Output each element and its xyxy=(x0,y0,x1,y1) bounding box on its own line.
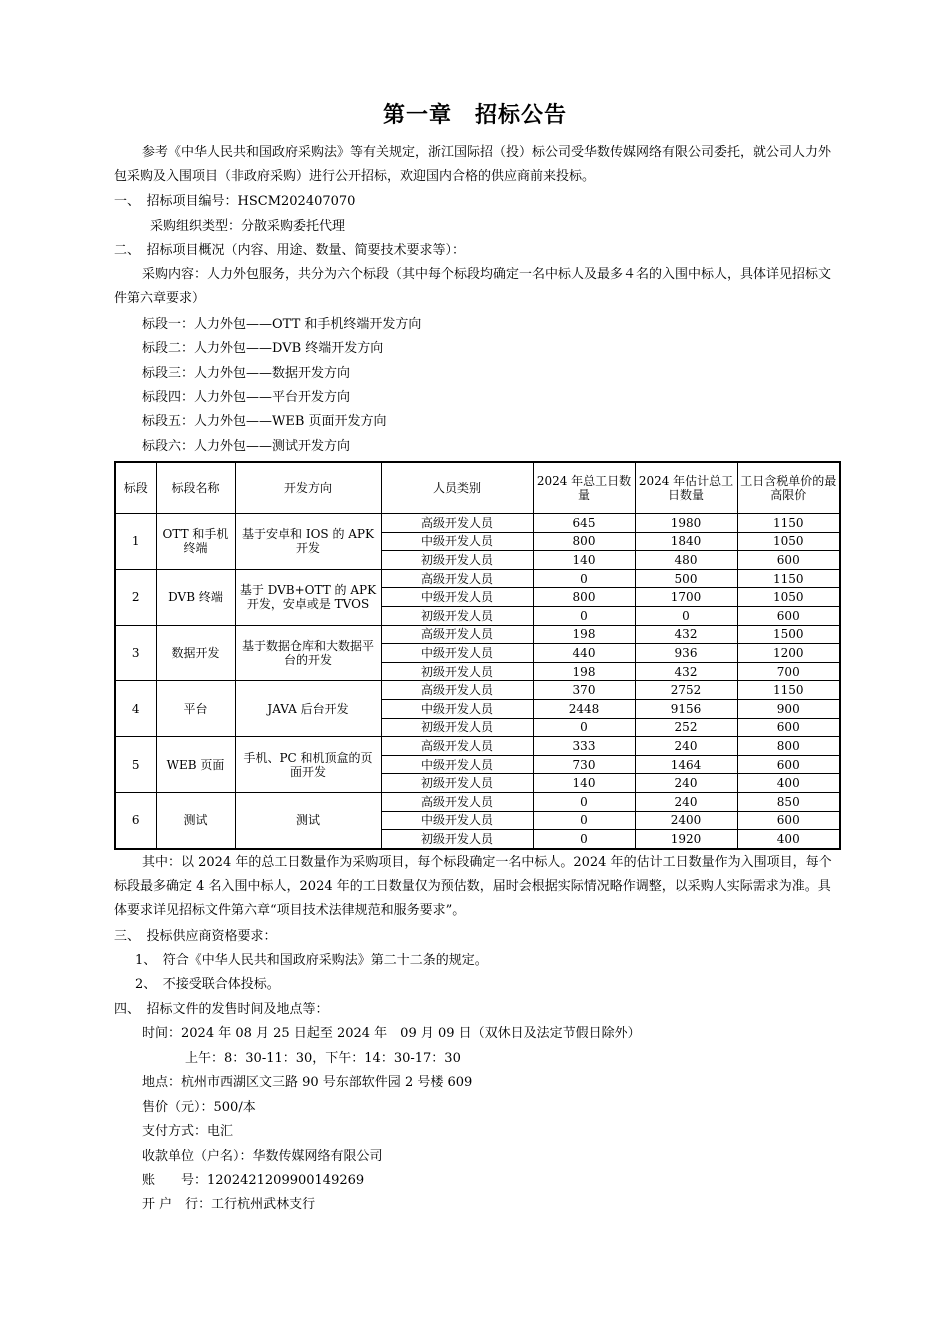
role-cell: 中级开发人员 xyxy=(381,755,533,774)
total-days-cell: 440 xyxy=(533,644,635,663)
total-days-cell: 370 xyxy=(533,681,635,700)
estimated-days-cell: 432 xyxy=(635,625,737,644)
total-days-cell: 0 xyxy=(533,792,635,811)
role-cell: 初级开发人员 xyxy=(381,606,533,625)
role-cell: 初级开发人员 xyxy=(381,718,533,737)
header-cell: 标段 xyxy=(115,462,156,514)
lot-line: 标段四：人力外包——平台开发方向 xyxy=(142,390,351,405)
sale-place: 地点：杭州市西湖区文三路 90 号东部软件园 2 号楼 609 xyxy=(142,1075,473,1090)
org-type: 采购组织类型：分散采购委托代理 xyxy=(150,219,346,234)
role-cell: 中级开发人员 xyxy=(381,699,533,718)
role-cell: 中级开发人员 xyxy=(381,588,533,607)
lot-number-cell: 6 xyxy=(115,792,156,848)
header-cell: 2024 年估计总工日数量 xyxy=(635,462,737,514)
bank-name: 开 户 行：工行杭州武林支行 xyxy=(142,1197,316,1212)
max-price-cell: 1150 xyxy=(737,514,840,533)
total-days-cell: 0 xyxy=(533,830,635,849)
total-days-cell: 0 xyxy=(533,569,635,588)
lot-line: 标段三：人力外包——数据开发方向 xyxy=(142,366,351,381)
max-price-cell: 1150 xyxy=(737,681,840,700)
role-cell: 初级开发人员 xyxy=(381,774,533,793)
max-price-cell: 800 xyxy=(737,737,840,756)
header-cell: 人员类别 xyxy=(381,462,533,514)
total-days-cell: 140 xyxy=(533,774,635,793)
role-cell: 初级开发人员 xyxy=(381,662,533,681)
lot-line: 标段六：人力外包——测试开发方向 xyxy=(142,439,351,454)
total-days-cell: 2448 xyxy=(533,699,635,718)
direction-cell: 手机、PC 和机顶盒的页面开发 xyxy=(235,737,381,793)
estimated-days-cell: 240 xyxy=(635,737,737,756)
lots-table xyxy=(114,461,841,850)
total-days-cell: 645 xyxy=(533,514,635,533)
estimated-days-cell: 240 xyxy=(635,774,737,793)
estimated-days-cell: 240 xyxy=(635,792,737,811)
total-days-cell: 800 xyxy=(533,588,635,607)
account-number: 账 号：1202421209900149269 xyxy=(142,1173,365,1188)
intro-paragraph: 参考《中华人民共和国政府采购法》等有关规定，浙江国际招（投）标公司受华数传媒网络有限公司委托，就公司人力外包采购及入围项目（非政府采购）进行公开招标，欢迎国内合格的供应商前来投标。 xyxy=(114,145,832,184)
lot-line: 标段二：人力外包——DVB 终端开发方向 xyxy=(142,341,384,356)
note-paragraph: 其中：以 2024 年的总工日数量作为采购项目，每个标段确定一名中标人。2024 年的估计工日数量作为入围项目，每个标段最多确定 4 名入围中标人，2024 年的工日数量仅为预估数，届时会根据实际情况略作调整，以采购人实际需求为准。具体要求详见招标文件第六章“项目技术法律规范和服务要求”。 xyxy=(114,855,832,918)
max-price-cell: 600 xyxy=(737,718,840,737)
max-price-cell: 400 xyxy=(737,830,840,849)
lot-line: 标段五：人力外包——WEB 页面开发方向 xyxy=(142,414,387,429)
direction-cell: JAVA 后台开发 xyxy=(235,681,381,737)
max-price-cell: 1200 xyxy=(737,644,840,663)
role-cell: 中级开发人员 xyxy=(381,644,533,663)
max-price-cell: 1500 xyxy=(737,625,840,644)
role-cell: 高级开发人员 xyxy=(381,792,533,811)
page-title: 第一章 招标公告 xyxy=(382,103,567,128)
payee-name: 收款单位（户名）：华数传媒网络有限公司 xyxy=(142,1149,383,1164)
lot-line: 标段一：人力外包——OTT 和手机终端开发方向 xyxy=(142,317,422,332)
estimated-days-cell: 500 xyxy=(635,569,737,588)
estimated-days-cell: 936 xyxy=(635,644,737,663)
role-cell: 高级开发人员 xyxy=(381,681,533,700)
lot-number-cell: 5 xyxy=(115,737,156,793)
table-row xyxy=(115,737,840,756)
lot-number-cell: 2 xyxy=(115,569,156,625)
max-price-cell: 850 xyxy=(737,792,840,811)
estimated-days-cell: 1920 xyxy=(635,830,737,849)
estimated-days-cell: 1980 xyxy=(635,514,737,533)
header-cell: 2024 年总工日数量 xyxy=(533,462,635,514)
role-cell: 高级开发人员 xyxy=(381,569,533,588)
lot-name-cell: WEB 页面 xyxy=(156,737,235,793)
estimated-days-cell: 1464 xyxy=(635,755,737,774)
section-2-heading: 二、 招标项目概况（内容、用途、数量、简要技术要求等）： xyxy=(114,243,466,258)
role-cell: 中级开发人员 xyxy=(381,811,533,830)
lot-name-cell: 数据开发 xyxy=(156,625,235,681)
role-cell: 中级开发人员 xyxy=(381,532,533,551)
sale-time: 时间：2024 年 08 月 25 日起至 2024 年 09 月 09 日（双休日及法定节假日除外） xyxy=(142,1026,641,1041)
max-price-cell: 600 xyxy=(737,811,840,830)
role-cell: 高级开发人员 xyxy=(381,514,533,533)
total-days-cell: 198 xyxy=(533,662,635,681)
direction-cell: 基于 DVB+OTT 的 APK 开发，安卓或是 TVOS xyxy=(235,569,381,625)
role-cell: 高级开发人员 xyxy=(381,737,533,756)
estimated-days-cell: 9156 xyxy=(635,699,737,718)
total-days-cell: 800 xyxy=(533,532,635,551)
role-cell: 高级开发人员 xyxy=(381,625,533,644)
total-days-cell: 140 xyxy=(533,551,635,570)
table-header-row xyxy=(115,462,840,514)
section-4-heading: 四、 招标文件的发售时间及地点等： xyxy=(114,1002,329,1017)
sale-hours: 上午：8：30-11：30，下午：14：30-17：30 xyxy=(185,1051,461,1066)
lot-name-cell: 测试 xyxy=(156,792,235,848)
max-price-cell: 700 xyxy=(737,662,840,681)
lot-name-cell: OTT 和手机终端 xyxy=(156,514,235,570)
qualification-item: 2、 不接受联合体投标。 xyxy=(135,977,280,992)
total-days-cell: 0 xyxy=(533,718,635,737)
direction-cell: 测试 xyxy=(235,792,381,848)
direction-cell: 基于数据仓库和大数据平台的开发 xyxy=(235,625,381,681)
max-price-cell: 1050 xyxy=(737,532,840,551)
table-row xyxy=(115,792,840,811)
table-row xyxy=(115,625,840,644)
role-cell: 初级开发人员 xyxy=(381,551,533,570)
table-row xyxy=(115,569,840,588)
estimated-days-cell: 432 xyxy=(635,662,737,681)
lot-name-cell: DVB 终端 xyxy=(156,569,235,625)
lot-name-cell: 平台 xyxy=(156,681,235,737)
total-days-cell: 0 xyxy=(533,811,635,830)
max-price-cell: 1150 xyxy=(737,569,840,588)
estimated-days-cell: 252 xyxy=(635,718,737,737)
max-price-cell: 600 xyxy=(737,606,840,625)
estimated-days-cell: 2400 xyxy=(635,811,737,830)
lot-number-cell: 3 xyxy=(115,625,156,681)
sale-price: 售价（元）：500/本 xyxy=(142,1100,256,1115)
estimated-days-cell: 480 xyxy=(635,551,737,570)
max-price-cell: 600 xyxy=(737,755,840,774)
estimated-days-cell: 1840 xyxy=(635,532,737,551)
section-1-heading: 一、 招标项目编号：HSCM202407070 xyxy=(114,194,356,209)
table-row xyxy=(115,514,840,533)
max-price-cell: 900 xyxy=(737,699,840,718)
max-price-cell: 400 xyxy=(737,774,840,793)
total-days-cell: 730 xyxy=(533,755,635,774)
direction-cell: 基于安卓和 IOS 的 APK 开发 xyxy=(235,514,381,570)
max-price-cell: 1050 xyxy=(737,588,840,607)
header-cell: 工日含税单价的最高限价 xyxy=(737,462,840,514)
table-row xyxy=(115,681,840,700)
lot-number-cell: 1 xyxy=(115,514,156,570)
lot-number-cell: 4 xyxy=(115,681,156,737)
section-3-heading: 三、 投标供应商资格要求： xyxy=(114,929,277,944)
header-cell: 标段名称 xyxy=(156,462,235,514)
max-price-cell: 600 xyxy=(737,551,840,570)
role-cell: 初级开发人员 xyxy=(381,830,533,849)
procurement-content: 采购内容：人力外包服务，共分为六个标段（其中每个标段均确定一名中标人及最多４名的入围中标人，具体详见招标文件第六章要求） xyxy=(114,267,832,306)
total-days-cell: 198 xyxy=(533,625,635,644)
total-days-cell: 0 xyxy=(533,606,635,625)
estimated-days-cell: 0 xyxy=(635,606,737,625)
qualification-item: 1、 符合《中华人民共和国政府采购法》第二十二条的规定。 xyxy=(135,953,488,968)
header-cell: 开发方向 xyxy=(235,462,381,514)
payment-method: 支付方式：电汇 xyxy=(142,1124,234,1139)
estimated-days-cell: 1700 xyxy=(635,588,737,607)
estimated-days-cell: 2752 xyxy=(635,681,737,700)
total-days-cell: 333 xyxy=(533,737,635,756)
